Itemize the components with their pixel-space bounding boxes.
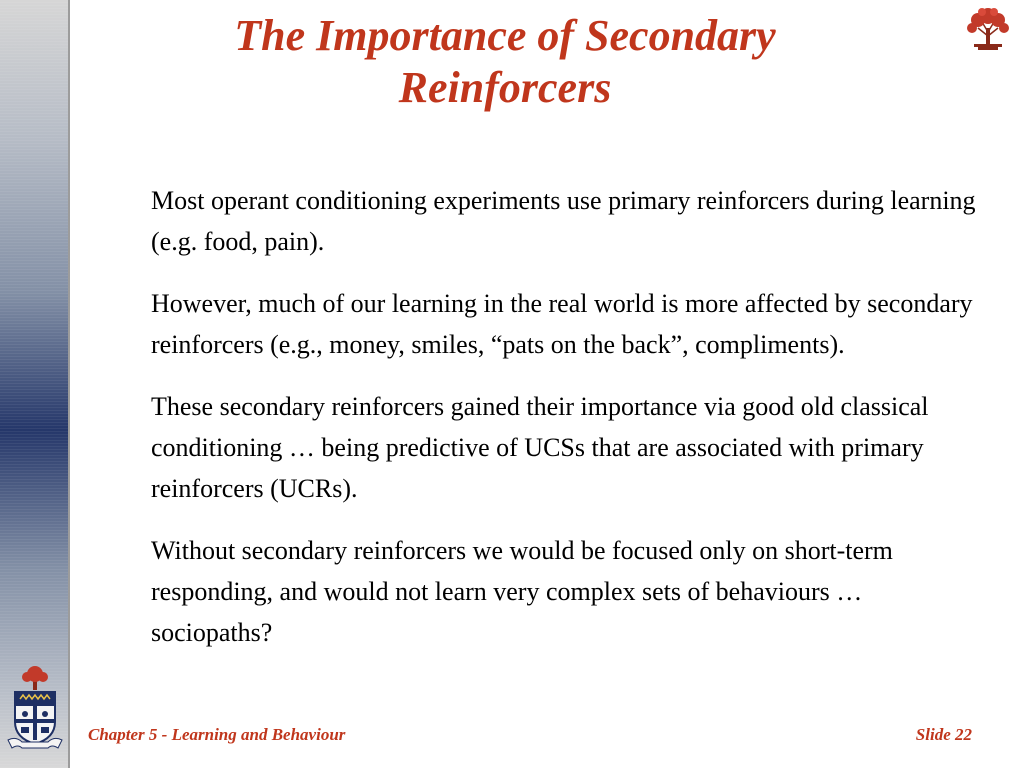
side-bar-decoration — [0, 0, 70, 768]
slide-body — [151, 180, 986, 674]
paragraph-without-secondary: Without secondary reinforcers we would be focused only on short-term responding, and would not learn very complex sets of behaviours … sociopaths? — [151, 536, 893, 647]
footer-slide-number: Slide 22 — [915, 725, 972, 744]
tree-logo-icon — [962, 6, 1014, 54]
university-crest-icon — [6, 664, 64, 752]
paragraph-classical-conditioning: These secondary reinforcers gained their importance via good old classical conditioning … being predictive of UCSs that are associated with primary reinforcers (UCRs). — [151, 392, 929, 503]
footer-chapter-label: Chapter 5 - Learning and Behaviour — [88, 725, 346, 744]
paragraph-secondary-reinforcers: However, much of our learning in the real world is more affected by secondary reinforcers (e.g., money, smiles, “pats on the back”, compliments). — [151, 289, 973, 359]
slide-title — [110, 10, 900, 114]
paragraph-primary-reinforcers: Most operant conditioning experiments use primary reinforcers during learning (e.g. food, pain). — [151, 186, 976, 256]
slide-title-line1: The Importance of Secondary — [234, 11, 776, 60]
slide-title-line2: Reinforcers — [398, 63, 612, 112]
